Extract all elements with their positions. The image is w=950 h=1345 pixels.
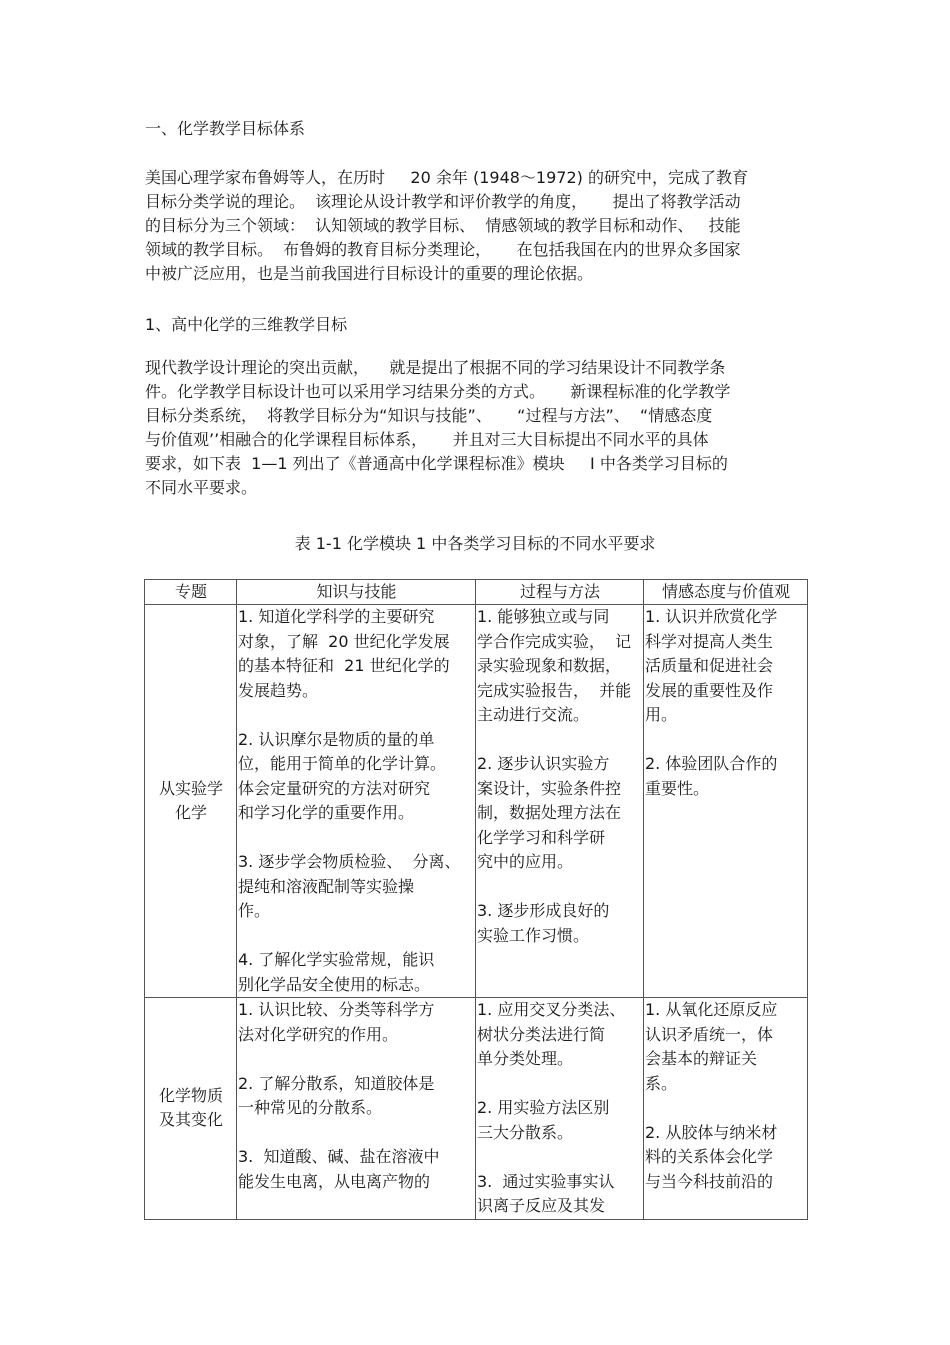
cell-line: 1. 认识并欣赏化学: [645, 607, 778, 626]
process-cell: [476, 605, 644, 998]
paragraph-line: 与价值观’’相融合的化学课程目标体系， 并且对三大目标提出不同水平的具体: [145, 430, 709, 449]
paragraph-line: 的目标分为三个领域： 认知领域的教学目标、 情感领域的教学目标和动作、 技能: [145, 216, 741, 235]
cell-line: 1. 应用交叉分类法、: [477, 1000, 626, 1019]
cell-line: 发展的重要性及作: [645, 680, 774, 700]
cell-line: 对象，了解 20 世纪化学发展: [238, 631, 450, 651]
table-row: [145, 605, 808, 998]
cell-line: 提纯和溶液配制等实验操: [238, 876, 415, 896]
cell-line: 化学学习和科学研: [477, 827, 606, 847]
paragraph-line: 件。化学教学目标设计也可以采用学习结果分类的方式。 新课程标准的化学教学: [145, 382, 731, 401]
cell-line: 2. 从胶体与纳米材: [645, 1122, 778, 1142]
cell-line: 录实验现象和数据，: [477, 656, 622, 675]
header-knowledge: 知识与技能: [237, 580, 476, 605]
header-process: 过程与方法: [476, 580, 644, 605]
cell-line: 2. 用实验方法区别: [477, 1098, 610, 1117]
cell-line: 会基本的辩证关: [645, 1049, 758, 1068]
paragraph-line: 要求，如下表 1—1 列出了《普通高中化学课程标准》模块 Ⅰ 中各类学习目标的: [145, 454, 728, 473]
topic-line: 及其变化: [158, 1110, 223, 1130]
table-row: [145, 998, 808, 1220]
cell-line: 的基本特征和 21 世纪化学的: [238, 656, 450, 675]
item-gap: [645, 728, 807, 753]
cell-line: 别化学品安全使用的标志。: [238, 974, 431, 994]
paragraph-line: 目标分类系统， 将教学目标分为“知识与技能”、 “过程与方法”、 “情感态度: [145, 406, 713, 425]
cell-line: 位，能用于简单的化学计算。: [238, 754, 447, 773]
paragraph-line: 不同水平要求。: [145, 478, 258, 497]
cell-line: 1. 从氧化还原反应: [645, 1000, 778, 1019]
cell-line: 和学习化学的重要作用。: [238, 803, 415, 822]
topic-cell: [145, 605, 237, 998]
cell-line: 发展趋势。: [238, 680, 319, 700]
cell-line: 3. 逐步形成良好的: [477, 901, 610, 920]
cell-line: 重要性。: [645, 778, 710, 798]
attitude-cell: [644, 998, 808, 1220]
cell-line: 识离子反应及其发: [477, 1196, 606, 1215]
attitude-cell: [644, 605, 808, 998]
topic-line: 化学: [174, 803, 207, 822]
cell-line: 单分类处理。: [477, 1049, 574, 1068]
paragraph-line: 中被广泛应用，也是当前我国进行目标设计的重要的理论依据。: [145, 264, 594, 283]
section-paragraph: [145, 166, 807, 286]
cell-line: 主动进行交流。: [477, 705, 590, 724]
item-gap: [238, 1047, 475, 1072]
cell-line: 3. 知道酸、碱、盐在溶液中: [238, 1147, 440, 1166]
cell-line: 3. 通过实验事实认: [477, 1171, 615, 1191]
item-gap: [238, 1121, 475, 1146]
header-topic: 专题: [145, 580, 237, 605]
cell-line: 2. 逐步认识实验方: [477, 754, 610, 773]
knowledge-cell: [237, 605, 476, 998]
cell-line: 用。: [645, 705, 678, 724]
item-gap: [645, 1096, 807, 1121]
paragraph-line: 领域的教学目标。 布鲁姆的教育目标分类理论， 在包括我国在内的世界众多国家: [145, 240, 741, 259]
cell-line: 与当今科技前沿的: [645, 1171, 774, 1191]
cell-line: 树状分类法进行简: [477, 1024, 606, 1044]
cell-line: 究中的应用。: [477, 852, 574, 871]
paragraph-line: 现代教学设计理论的突出贡献， 就是提出了根据不同的学习结果设计不同教学条: [145, 358, 726, 377]
cell-line: 实验工作习惯。: [477, 925, 590, 945]
knowledge-cell: [237, 998, 476, 1220]
heading-text: 1、高中化学的三维教学目标: [145, 315, 348, 334]
subsection-heading: [145, 313, 807, 337]
item-gap: [477, 1072, 643, 1097]
cell-line: 2. 体验团队合作的: [645, 754, 778, 773]
cell-line: 三大分散系。: [477, 1122, 574, 1142]
cell-line: 作。: [238, 901, 271, 920]
paragraph-line: 美国心理学家布鲁姆等人，在历时 20 余年 (1948～1972) 的研究中，完成了教育: [145, 168, 748, 187]
cell-line: 学合作完成实验， 记: [477, 631, 632, 651]
subsection-paragraph: [145, 356, 807, 500]
cell-line: 料的关系体会化学: [645, 1147, 774, 1166]
cell-line: 制，数据处理方法在: [477, 803, 622, 822]
item-gap: [238, 703, 475, 728]
process-cell: [476, 998, 644, 1220]
topic-line: 从实验学: [158, 778, 223, 798]
topic-cell: [145, 998, 237, 1220]
heading-text: 一、化学教学目标体系: [145, 119, 306, 138]
cell-line: 一种常见的分散系。: [238, 1098, 383, 1117]
header-attitude: 情感态度与价值观: [644, 580, 808, 605]
table-caption: 表 1-1 化学模块 1 中各类学习目标的不同水平要求: [294, 534, 656, 553]
item-gap: [477, 875, 643, 900]
cell-line: 系。: [645, 1073, 678, 1093]
cell-line: 体会定量研究的方法对研究: [238, 778, 431, 798]
cell-line: 4. 了解化学实验常规，能识: [238, 950, 435, 969]
item-gap: [477, 728, 643, 753]
section-heading: [145, 117, 807, 141]
item-gap: [477, 1145, 643, 1170]
cell-line: 2. 认识摩尔是物质的量的单: [238, 729, 435, 749]
cell-line: 能发生电离，从电离产物的: [238, 1171, 431, 1191]
item-gap: [238, 924, 475, 949]
topic-line: 化学物质: [158, 1085, 223, 1105]
cell-line: 2. 了解分散系，知道胶体是: [238, 1073, 435, 1093]
cell-line: 认识矛盾统一，体: [645, 1024, 774, 1044]
cell-line: 1. 能够独立或与同: [477, 607, 610, 626]
goals-table: [144, 579, 808, 1220]
paragraph-line: 目标分类学说的理论。 该理论从设计教学和评价教学的角度， 提出了将教学活动: [145, 192, 741, 211]
cell-line: 1. 认识比较、分类等科学方: [238, 1000, 435, 1019]
item-gap: [238, 826, 475, 851]
cell-line: 活质量和促进社会: [645, 656, 774, 675]
table-header-row: [145, 580, 808, 605]
cell-line: 3. 逐步学会物质检验、 分离、: [238, 852, 461, 871]
cell-line: 法对化学研究的作用。: [238, 1024, 399, 1044]
cell-line: 案设计，实验条件控: [477, 778, 622, 798]
cell-line: 完成实验报告， 并能: [477, 680, 632, 700]
cell-line: 科学对提高人类生: [645, 631, 774, 651]
cell-line: 1. 知道化学科学的主要研究: [238, 607, 435, 626]
